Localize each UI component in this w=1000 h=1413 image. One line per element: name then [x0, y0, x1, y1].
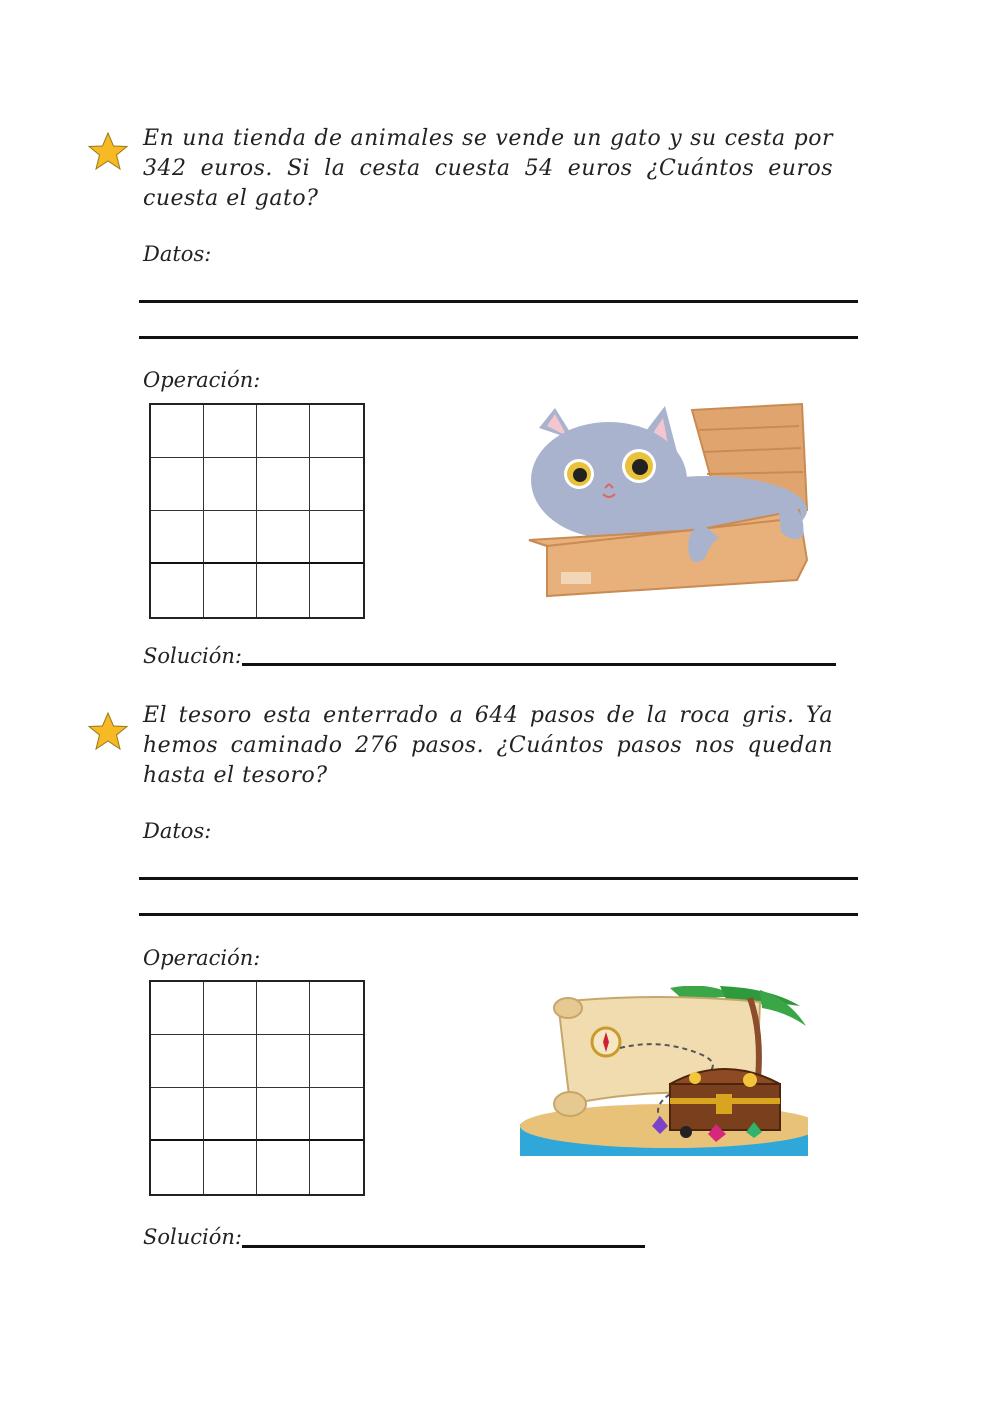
star-icon — [86, 130, 130, 174]
problem-1-operation-grid[interactable] — [149, 403, 365, 619]
problem-1-datos-line-1 — [139, 300, 858, 303]
cat-in-box-illustration — [527, 400, 809, 598]
problem-2-datos-label: Datos: — [143, 819, 212, 843]
problem-2-solucion-label: Solución: — [143, 1225, 242, 1249]
problem-1-solucion-line[interactable] — [242, 663, 836, 666]
problem-1-datos-line-2 — [139, 336, 858, 339]
problem-2-datos-line-1 — [139, 877, 858, 880]
problem-1-operacion-label: Operación: — [143, 368, 261, 392]
problem-1-text: En una tienda de animales se vende un gato y su cesta por 342 euros. Si la cesta cuesta 54 euros ¿Cuántos euros cuesta el gato? — [143, 126, 833, 211]
problem-2-operacion-label: Operación: — [143, 946, 261, 970]
problem-2-datos-line-2 — [139, 913, 858, 916]
treasure-map-illustration — [520, 986, 808, 1156]
problem-1-solucion-label: Solución: — [143, 644, 242, 668]
problem-2-operation-grid[interactable] — [149, 980, 365, 1196]
problem-2-solucion-line[interactable] — [242, 1245, 645, 1248]
star-icon — [86, 710, 130, 754]
problem-1-datos-label: Datos: — [143, 242, 212, 266]
problem-2-text: El tesoro esta enterrado a 644 pasos de la roca gris. Ya hemos caminado 276 pasos. ¿Cuántos pasos nos quedan hasta el tesoro? — [143, 703, 833, 788]
